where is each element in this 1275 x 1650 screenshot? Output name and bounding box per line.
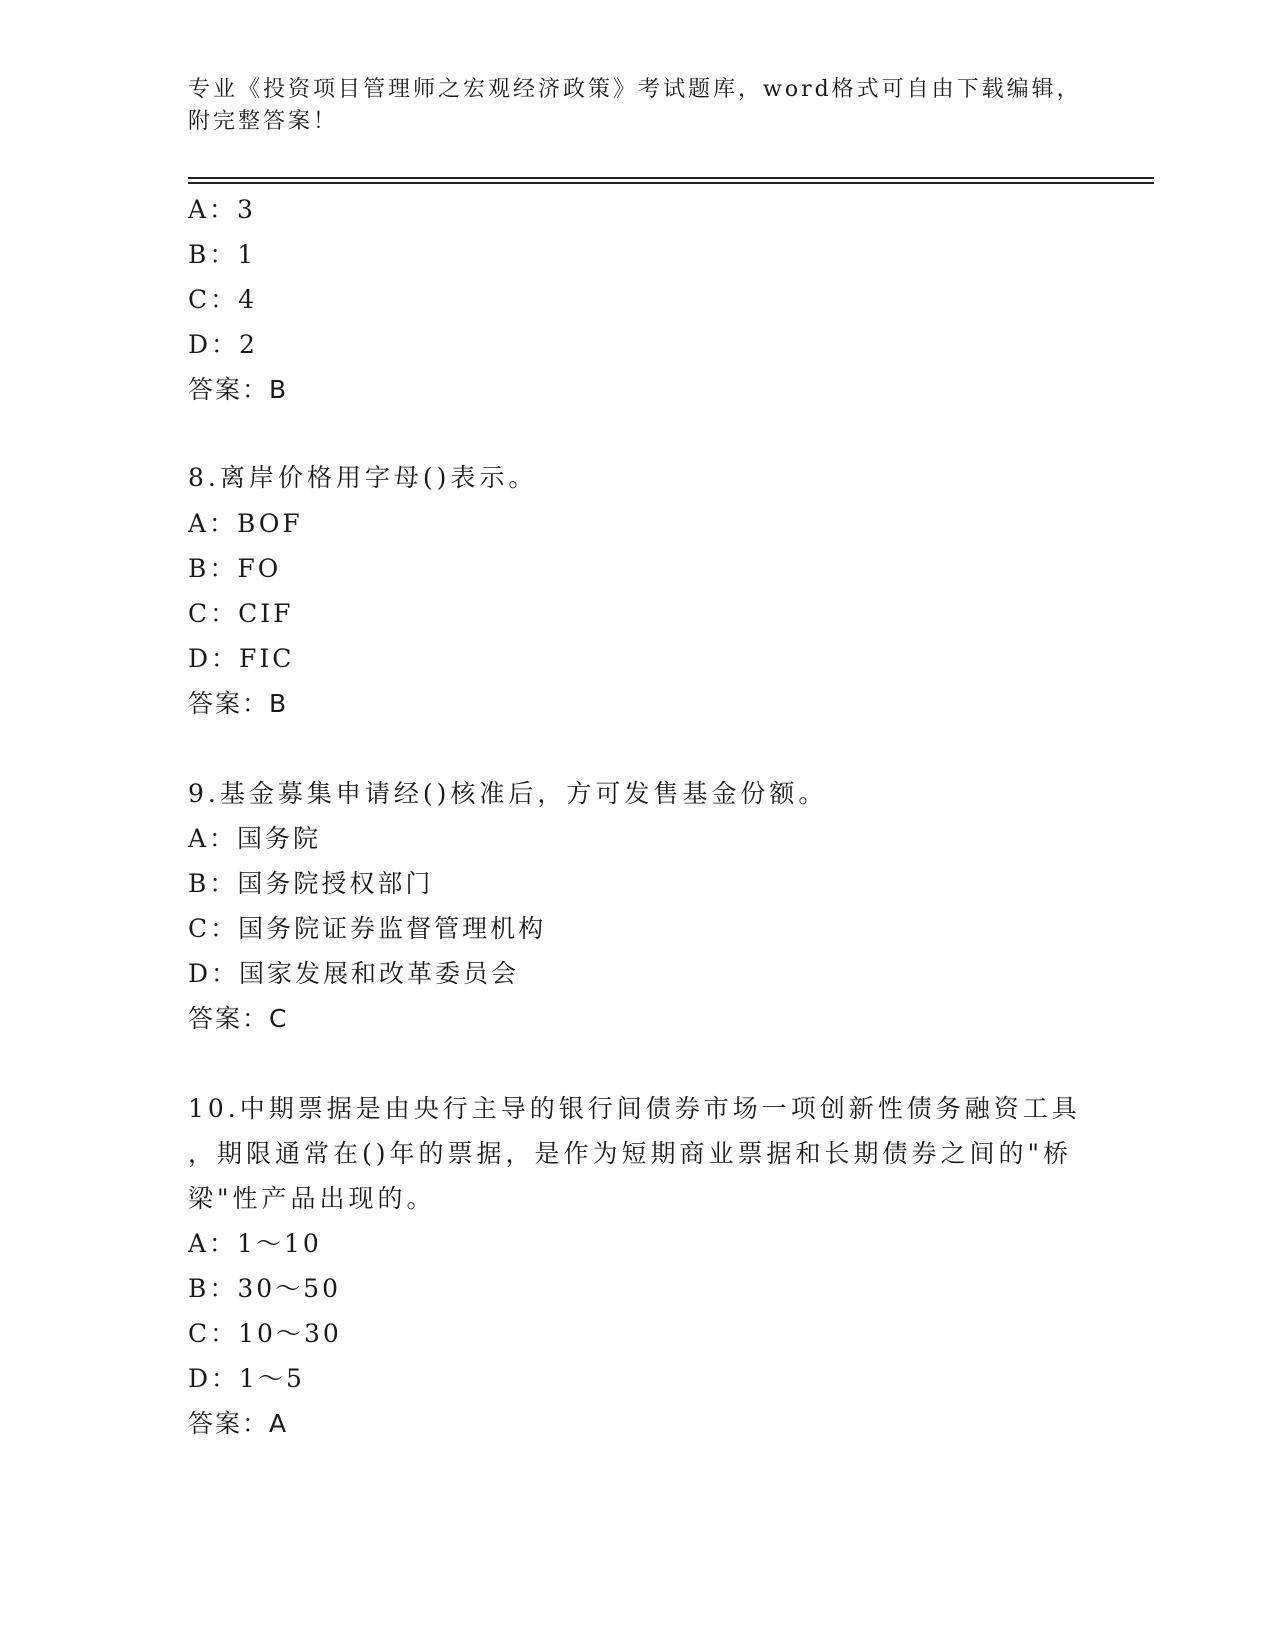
q8-answer: 答案：B xyxy=(188,689,289,718)
q8-option-a: A：BOF xyxy=(188,509,303,538)
q8-option-c: C：CIF xyxy=(188,599,294,628)
q7-answer: 答案：B xyxy=(188,375,289,404)
q10-option-c: C：10～30 xyxy=(188,1319,342,1348)
q10-question-line-2: ，期限通常在()年的票据，是作为短期商业票据和长期债券之间的"桥 xyxy=(188,1139,1073,1168)
q10-question-line-3: 梁"性产品出现的。 xyxy=(188,1184,436,1213)
q10-option-a: A：1～10 xyxy=(188,1229,322,1258)
q8-option-d: D：FIC xyxy=(188,644,295,673)
q9-option-d: D：国家发展和改革委员会 xyxy=(188,959,520,988)
q10-question-line-1: 10.中期票据是由央行主导的银行间债券市场一项创新性债务融资工具 xyxy=(188,1094,1081,1123)
q7-option-d: D：2 xyxy=(188,330,258,359)
q8-question: 8.离岸价格用字母()表示。 xyxy=(188,463,538,492)
header-line-2: 附完整答案！ xyxy=(188,109,339,134)
q8-option-b: B：FO xyxy=(188,554,282,583)
q9-answer: 答案：C xyxy=(188,1004,289,1033)
q10-option-d: D：1～5 xyxy=(188,1364,305,1393)
q7-option-c: C：4 xyxy=(188,285,258,314)
header-divider-bottom xyxy=(188,182,1154,184)
header-divider-top xyxy=(188,177,1154,179)
q7-option-b: B：1 xyxy=(188,240,257,269)
header-line-1: 专业《投资项目管理师之宏观经济政策》考试题库，word格式可自由下载编辑， xyxy=(188,77,1082,102)
document-header xyxy=(188,74,1082,138)
q9-option-a: A：国务院 xyxy=(188,824,322,853)
q9-option-b: B：国务院授权部门 xyxy=(188,869,434,898)
q9-question: 9.基金募集申请经()核准后，方可发售基金份额。 xyxy=(188,779,828,808)
q10-option-b: B：30～50 xyxy=(188,1274,341,1303)
q10-answer: 答案：A xyxy=(188,1409,289,1438)
q7-option-a: A：3 xyxy=(188,195,256,224)
q9-option-c: C：国务院证券监督管理机构 xyxy=(188,914,547,943)
